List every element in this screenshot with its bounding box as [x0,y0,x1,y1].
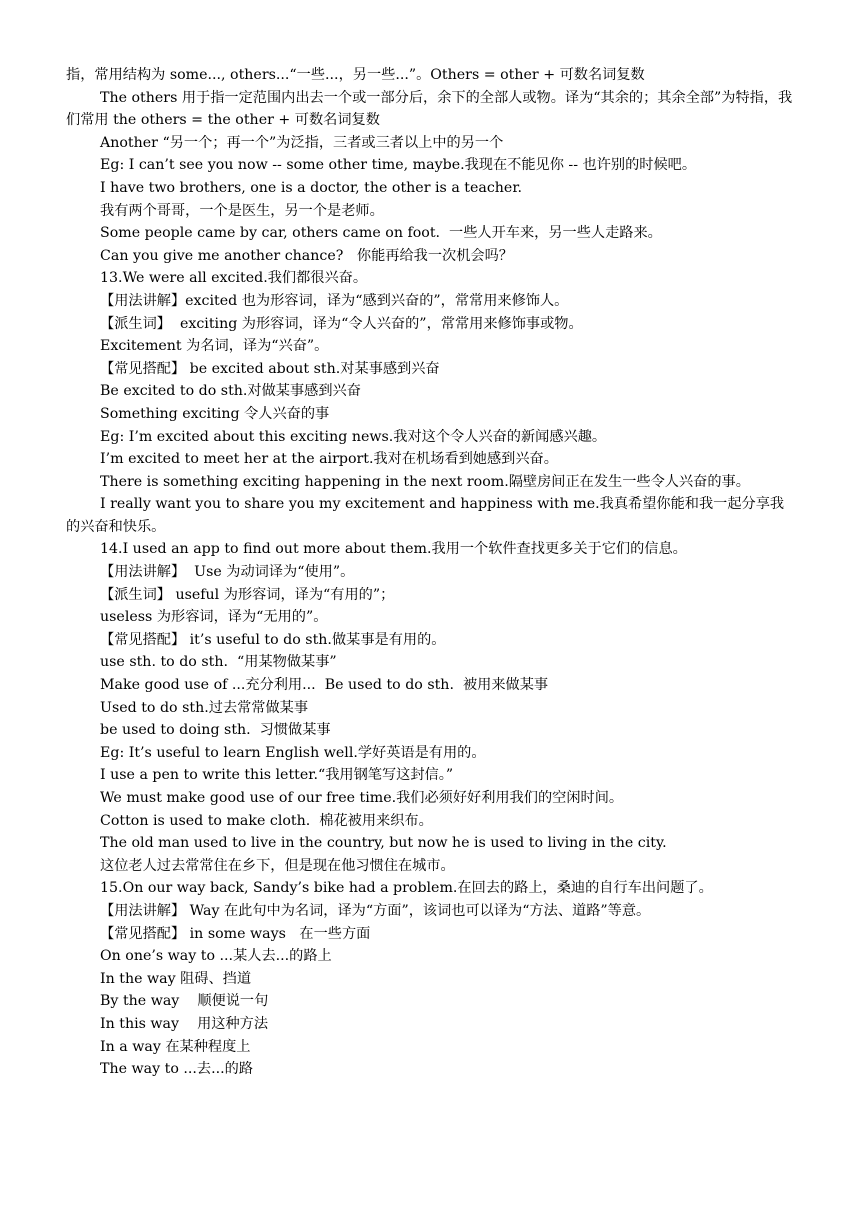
text-line: Can you give me another chance? 你能再给我一次机会吗？ [100,247,513,264]
text-line: 14.I used an app to find out more about them.我用一个软件查找更多关于它们的信息。 [100,541,687,558]
text-line: In the way 阻碍、挡道 [100,970,252,987]
text-line: There is something exciting happening in the next room.隔壁房间正在发生一些令人兴奋的事。 [100,473,750,490]
text-line: The old man used to live in the country, but now he is used to living in the city. [100,835,667,852]
text-line: be used to doing sth. 习惯做某事 [100,722,331,739]
text-line: By the way 顺便说一句 [100,993,269,1010]
text-line: The others 用于指一定范围内出去一个或一部分后，余下的全部人或物。译为“其余的；其余全部”为特指，我们常用 the others = the other + 可数名词复数 [66,89,793,129]
text-line: Another “另一个；再一个”为泛指，三者或三者以上中的另一个 [100,134,504,151]
text-line: I have two brothers, one is a doctor, the other is a teacher. [100,179,523,196]
text-line: I really want you to share you my excitement and happiness with me.我真希望你能和我一起分享我的兴奋和快乐。 [66,496,785,535]
text-line: Eg: It’s useful to learn English well.学好英语是有用的。 [100,744,486,761]
text-line: I’m excited to meet her at the airport.我对在机场看到她感到兴奋。 [100,451,558,468]
text-line: 【用法讲解】 Way 在此句中为名词，译为“方面”，该词也可以译为“方法、道路”等意。 [100,902,651,919]
text-line: 【常见搭配】 it’s useful to do sth.做某事是有用的。 [100,631,446,648]
text-line: 我有两个哥哥，一个是医生，另一个是老师。 [100,202,384,219]
text-line: 【用法讲解】 Use 为动词译为“使用”。 [100,564,355,581]
text-line: Make good use of ...充分利用... Be used to do sth. 被用来做某事 [100,677,549,694]
text-line: Something exciting 令人兴奋的事 [100,405,330,422]
text-line: 这位老人过去常常住在乡下，但是现在他习惯住在城市。 [100,857,455,874]
text-line: The way to ...去...的路 [100,1061,254,1078]
text-line: On one’s way to ...某人去...的路上 [100,948,332,965]
text-line: Be excited to do sth.对做某事感到兴奋 [100,383,361,400]
text-line: 【用法讲解】excited 也为形容词，译为“感到兴奋的”，常常用来修饰人。 [100,292,569,309]
text-line: 指，常用结构为 some..., others...“一些...，另一些...”。Others = other + 可数名词复数 [66,67,645,83]
text-line: Eg: I’m excited about this exciting news.我对这个令人兴奋的新闻感兴趣。 [100,428,607,445]
text-line: use sth. to do sth. “用某物做某事” [100,654,337,671]
text-line: 15.On our way back, Sandy’s bike had a problem.在回去的路上，桑迪的自行车出问题了。 [100,880,713,897]
text-line: In this way 用这种方法 [100,1015,269,1032]
text-line: useless 为形容词，译为“无用的”。 [100,609,328,626]
text-line: 【派生词】 exciting 为形容词，译为“令人兴奋的”，常常用来修饰事或物。 [100,315,583,332]
text-line: I use a pen to write this letter.“我用钢笔写这封信。” [100,767,454,784]
text-line: 【派生词】 useful 为形容词，译为“有用的”； [100,586,395,603]
text-line: 【常见搭配】 in some ways 在一些方面 [100,925,371,942]
text-line: 【常见搭配】 be excited about sth.对某事感到兴奋 [100,360,440,377]
text-line: In a way 在某种程度上 [100,1038,251,1055]
text-line: Used to do sth.过去常常做某事 [100,699,309,716]
text-line: Some people came by car, others came on foot. 一些人开车来，另一些人走路来。 [100,225,662,242]
text-line: Cotton is used to make cloth. 棉花被用来织布。 [100,812,433,829]
text-line: Excitement 为名词，译为“兴奋”。 [100,338,329,355]
text-line: 13.We were all excited.我们都很兴奋。 [100,270,368,287]
text-line: Eg: I can’t see you now -- some other time, maybe.我现在不能见你 -- 也许别的时候吧。 [100,157,697,174]
text-line: We must make good use of our free time.我们必须好好利用我们的空闲时间。 [100,790,624,806]
